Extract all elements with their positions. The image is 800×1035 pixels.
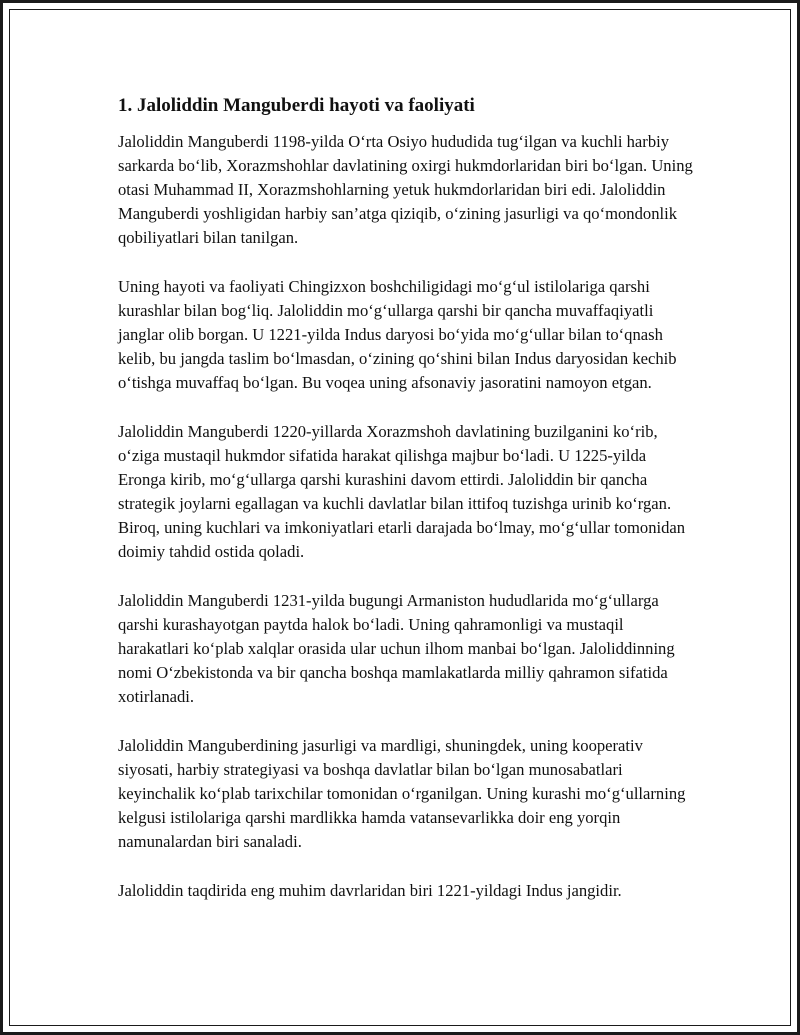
paragraph-3: Jaloliddin Manguberdi 1220-yillarda Xorazmshoh davlatining buzilganini ko‘rib, o‘ziga mustaqil hukmdor sifatida harakat qilishga majbur bo‘ladi. U 1225-yilda Eronga kirib, mo‘g‘ullarga qarshi kurashini davom ettirdi. Jaloliddin bir qancha strategik joylarni egallagan va kuchli davlatlar bilan ittifoq tuzishga urinib ko‘rgan. Biroq, uning kuchlari va imkoniyatlari etarli darajada bo‘lmay, mo‘g‘ullar tomonidan doimiy tahdid ostida qoladi. [118,421,686,562]
paragraph-2: Uning hayoti va faoliyati Chingizxon boshchiligidagi mo‘g‘ul istilolariga qarshi kurashlar bilan bog‘liq. Jaloliddin mo‘g‘ullarga qarshi bir qancha muvaffaqiyatli janglar olib borgan. U 1221-yilda Indus daryosi bo‘yida mo‘g‘ullar bilan to‘qnash kelib, bu jangda taslim bo‘lmasdan, o‘zining qo‘shini bilan Indus daryosidan kechib o‘tishga muvaffaq bo‘lgan. Bu voqea uning afsonaviy jasoratini namoyon etgan. [118,276,677,393]
paragraph-1: Jaloliddin Manguberdi 1198-yilda O‘rta Osiyo hududida tug‘ilgan va kuchli harbiy sarkarda bo‘lib, Xorazmshohlar davlatining oxirgi hukmdorlaridan biri bo‘lgan. Uning otasi Muhammad II, Xorazmshohlarning yetuk hukmdorlaridan biri edi. Jaloliddin Manguberdi yoshligidan harbiy san’atga qiziqib, o‘zining jasurligi va qo‘mondonlik qobiliyatlari bilan tanilgan. [118,132,693,248]
paragraph-6: Jaloliddin taqdirida eng muhim davrlaridan biri 1221-yildagi Indus jangidir. [118,880,622,900]
paragraph-4: Jaloliddin Manguberdi 1231-yilda bugungi Armaniston hududlarida mo‘g‘ullarga qarshi kurashayotgan paytda halok bo‘ladi. Uning qahramonligi va mustaqil harakatlari ko‘plab xalqlar orasida ular uchun ilhom manbai bo‘lgan. Jaloliddinning nomi O‘zbekistonda va bir qancha boshqa mamlakatlarda milliy qahramon sifatida xotirlanadi. [118,591,675,707]
section-heading: 1. Jaloliddin Manguberdi hayoti va faoliyati [118,95,475,116]
document-body [118,94,698,928]
paragraph-5: Jaloliddin Manguberdining jasurligi va mardligi, shuningdek, uning kooperativ siyosati, harbiy strategiyasi va boshqa davlatlar bilan bo‘lgan munosabatlari keyinchalik ko‘plab tarixchilar tomonidan o‘rganilgan. Uning kurashi mo‘g‘ullarning kelgusi istilolariga qarshi mardlikka hamda vatansevarlikka doir eng yorqin namunalardan biri sanaladi. [118,735,686,852]
